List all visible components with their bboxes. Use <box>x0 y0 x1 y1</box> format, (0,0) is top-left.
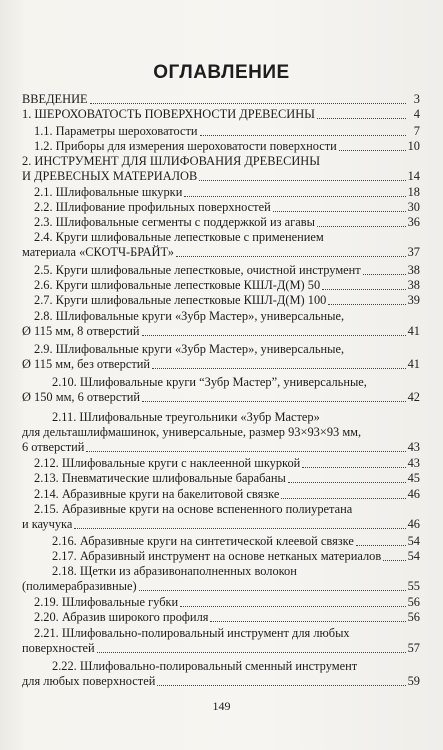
toc-entry-title: 2.15. Абразивные круги на основе вспененного полиуретана <box>34 502 353 516</box>
toc-entry-page: 55 <box>407 579 420 593</box>
toc-entry <box>22 375 420 405</box>
dot-leader <box>210 621 405 622</box>
dot-leader <box>184 196 405 197</box>
dot-leader <box>157 685 405 686</box>
toc-entry-title: 2.7. Круги шлифовальные лепестковые КШЛ-Д(М) 100 <box>34 293 327 307</box>
dot-leader <box>328 304 405 305</box>
toc-entry <box>22 487 420 502</box>
toc-entry <box>22 410 420 455</box>
toc-entry-page: 37 <box>407 245 420 259</box>
toc-entry-title: 1.1. Параметры шероховатости <box>34 124 198 138</box>
toc-entry-page: 10 <box>407 139 420 153</box>
toc-entry-page: 18 <box>407 185 420 199</box>
toc-entry <box>22 92 420 107</box>
dot-leader <box>356 545 406 546</box>
toc-entry-title: 2.9. Шлифовальные круги «Зубр Мастер», универсальные, <box>34 342 345 356</box>
toc-entry-page: 43 <box>407 456 420 470</box>
toc-entry-title: 2.21. Шлифовально-полировальный инструмент для любых <box>34 626 350 640</box>
toc-entry-title: и каучука <box>22 517 73 531</box>
toc-entry-title: 2.13. Пневматические шлифовальные барабаны <box>34 471 286 485</box>
toc-entry-page: 3 <box>413 92 420 106</box>
toc-entry-title: 2.8. Шлифовальные круги «Зубр Мастер», универсальные, <box>34 309 345 323</box>
page-title: ОГЛАВЛЕНИЕ <box>153 62 290 83</box>
toc-entry-title: 2.12. Шлифовальные круги с наклеенной шкуркой <box>34 456 301 470</box>
page-number: 149 <box>212 699 231 713</box>
toc-entry-title: 2.5. Круги шлифовальные лепестковые, очистной инструмент <box>34 263 361 277</box>
toc-entry-title: 2.14. Абразивные круги на бакелитовой связке <box>34 487 280 501</box>
toc-entry <box>22 471 420 486</box>
dot-leader <box>339 150 406 151</box>
toc-entry-page: 38 <box>407 263 420 277</box>
dot-leader <box>142 335 406 336</box>
dot-leader <box>281 498 405 499</box>
toc-entry <box>22 263 420 278</box>
dot-leader <box>86 451 405 452</box>
dot-leader <box>176 256 406 257</box>
dot-leader <box>363 274 406 275</box>
toc-entry <box>22 626 420 656</box>
dot-leader <box>199 180 405 181</box>
toc-entry-title: 2.4. Круги шлифовальные лепестковые с применением <box>34 230 324 244</box>
toc-entry-page: 54 <box>407 549 420 563</box>
toc-entry-title: 2.22. Шлифовально-полировальный сменный инструмент <box>52 659 358 673</box>
toc-entry-title: И ДРЕВЕСНЫХ МАТЕРИАЛОВ <box>22 169 198 183</box>
toc-entry <box>22 342 420 372</box>
toc-entry-title: 2.18. Щетки из абразивонаполненных волокон <box>52 564 297 578</box>
dot-leader <box>273 211 406 212</box>
toc-entry-title: Ø 150 мм, 6 отверстий <box>22 390 140 404</box>
toc-entry <box>22 502 420 532</box>
toc-entry <box>22 456 420 471</box>
toc-entry-title: 6 отверстий <box>22 440 85 454</box>
dot-leader <box>302 467 405 468</box>
toc-entry-page: 41 <box>407 357 420 371</box>
dot-leader <box>317 118 406 119</box>
dot-leader <box>317 226 406 227</box>
dot-leader <box>90 103 406 104</box>
toc-entry <box>22 659 420 689</box>
toc-entry-title: 2.19. Шлифовальные губки <box>34 595 179 609</box>
toc-entry-page: 59 <box>407 674 420 688</box>
toc-entry <box>22 107 420 122</box>
toc-entry-page: 4 <box>413 107 420 121</box>
toc-entry <box>22 549 420 564</box>
dot-leader <box>322 289 405 290</box>
toc-entry-title: 2. ИНСТРУМЕНТ ДЛЯ ШЛИФОВАНИЯ ДРЕВЕСИНЫ <box>22 154 321 168</box>
toc-entry <box>22 154 420 184</box>
toc-entry-title: для любых поверхностей <box>22 674 156 688</box>
toc-entry-title: 2.1. Шлифовальные шкурки <box>34 185 183 199</box>
toc-entry <box>22 595 420 610</box>
toc-entry <box>22 200 420 215</box>
dot-leader <box>97 652 406 653</box>
toc-entry-title: 2.3. Шлифовальные сегменты с поддержкой из агавы <box>34 215 315 229</box>
toc-entry <box>22 293 420 308</box>
toc-entry-page: 38 <box>407 278 420 292</box>
toc-entry <box>22 278 420 293</box>
toc-entry-title: 1. ШЕРОХОВАТОСТЬ ПОВЕРХНОСТИ ДРЕВЕСИНЫ <box>22 107 315 121</box>
toc-entry <box>22 534 420 549</box>
toc-entry <box>22 139 420 154</box>
toc-entry-page: 14 <box>407 169 420 183</box>
dot-leader <box>383 560 405 561</box>
toc-entry-page: 45 <box>407 471 420 485</box>
toc-entry <box>22 230 420 260</box>
toc-entry-title: 2.6. Круги шлифовальные лепестковые КШЛ-Д(М) 50 <box>34 278 321 292</box>
toc-entry-page: 36 <box>407 215 420 229</box>
dot-leader <box>180 606 405 607</box>
dot-leader <box>152 368 406 369</box>
toc-entry <box>22 215 420 230</box>
toc-entry-page: 56 <box>407 595 420 609</box>
toc-entry-page: 39 <box>407 293 420 307</box>
toc-entry-page: 30 <box>407 200 420 214</box>
dot-leader <box>288 482 406 483</box>
toc-entry-title: 1.2. Приборы для измерения шероховатости поверхности <box>34 139 337 153</box>
dot-leader <box>74 528 405 529</box>
dot-leader <box>200 135 406 136</box>
toc-entry-title: материала «СКОТЧ-БРАЙТ» <box>22 245 174 259</box>
toc-entry <box>22 124 420 139</box>
dot-leader <box>142 401 406 402</box>
toc-entry-title: поверхностей <box>22 641 95 655</box>
toc-entry-title: Ø 115 мм, 8 отверстий <box>22 324 140 338</box>
toc-entry <box>22 309 420 339</box>
toc-entry-title: (полимерабразивные) <box>22 579 137 593</box>
toc-entry-page: 56 <box>407 610 420 624</box>
toc-entry-title: 2.17. Абразивный инструмент на основе нетканых материалов <box>52 549 382 563</box>
toc-entry-page: 46 <box>407 517 420 531</box>
toc-entry-page: 42 <box>407 390 420 404</box>
toc-entry-page: 43 <box>407 440 420 454</box>
toc-entry-title: 2.10. Шлифовальные круги “Зубр Мастер”, универсальные, <box>52 375 367 389</box>
toc-entry-title: 2.11. Шлифовальные треугольники «Зубр Мастер» <box>52 410 320 424</box>
toc-entry-page: 46 <box>407 487 420 501</box>
toc-entry <box>22 610 420 625</box>
toc-entry <box>22 185 420 200</box>
toc-entry-title: для дельташлифмашинок, универсальные, размер 93×93×93 мм, <box>22 425 362 439</box>
toc-entry-title: Ø 115 мм, без отверстий <box>22 357 151 371</box>
toc-entry-title: 2.2. Шлифование профильных поверхностей <box>34 200 271 214</box>
toc-entry-title: 2.20. Абразив широкого профиля <box>34 610 209 624</box>
toc-entry-title: 2.16. Абразивные круги на синтетической клеевой связке <box>52 534 354 548</box>
dot-leader <box>139 590 406 591</box>
toc-entry-page: 41 <box>407 324 420 338</box>
toc-entry-title: ВВЕДЕНИЕ <box>22 92 88 106</box>
toc-entry-page: 57 <box>407 641 420 655</box>
toc-entry-page: 7 <box>413 124 420 138</box>
toc-entry <box>22 564 420 594</box>
toc-entry-page: 54 <box>407 534 420 548</box>
